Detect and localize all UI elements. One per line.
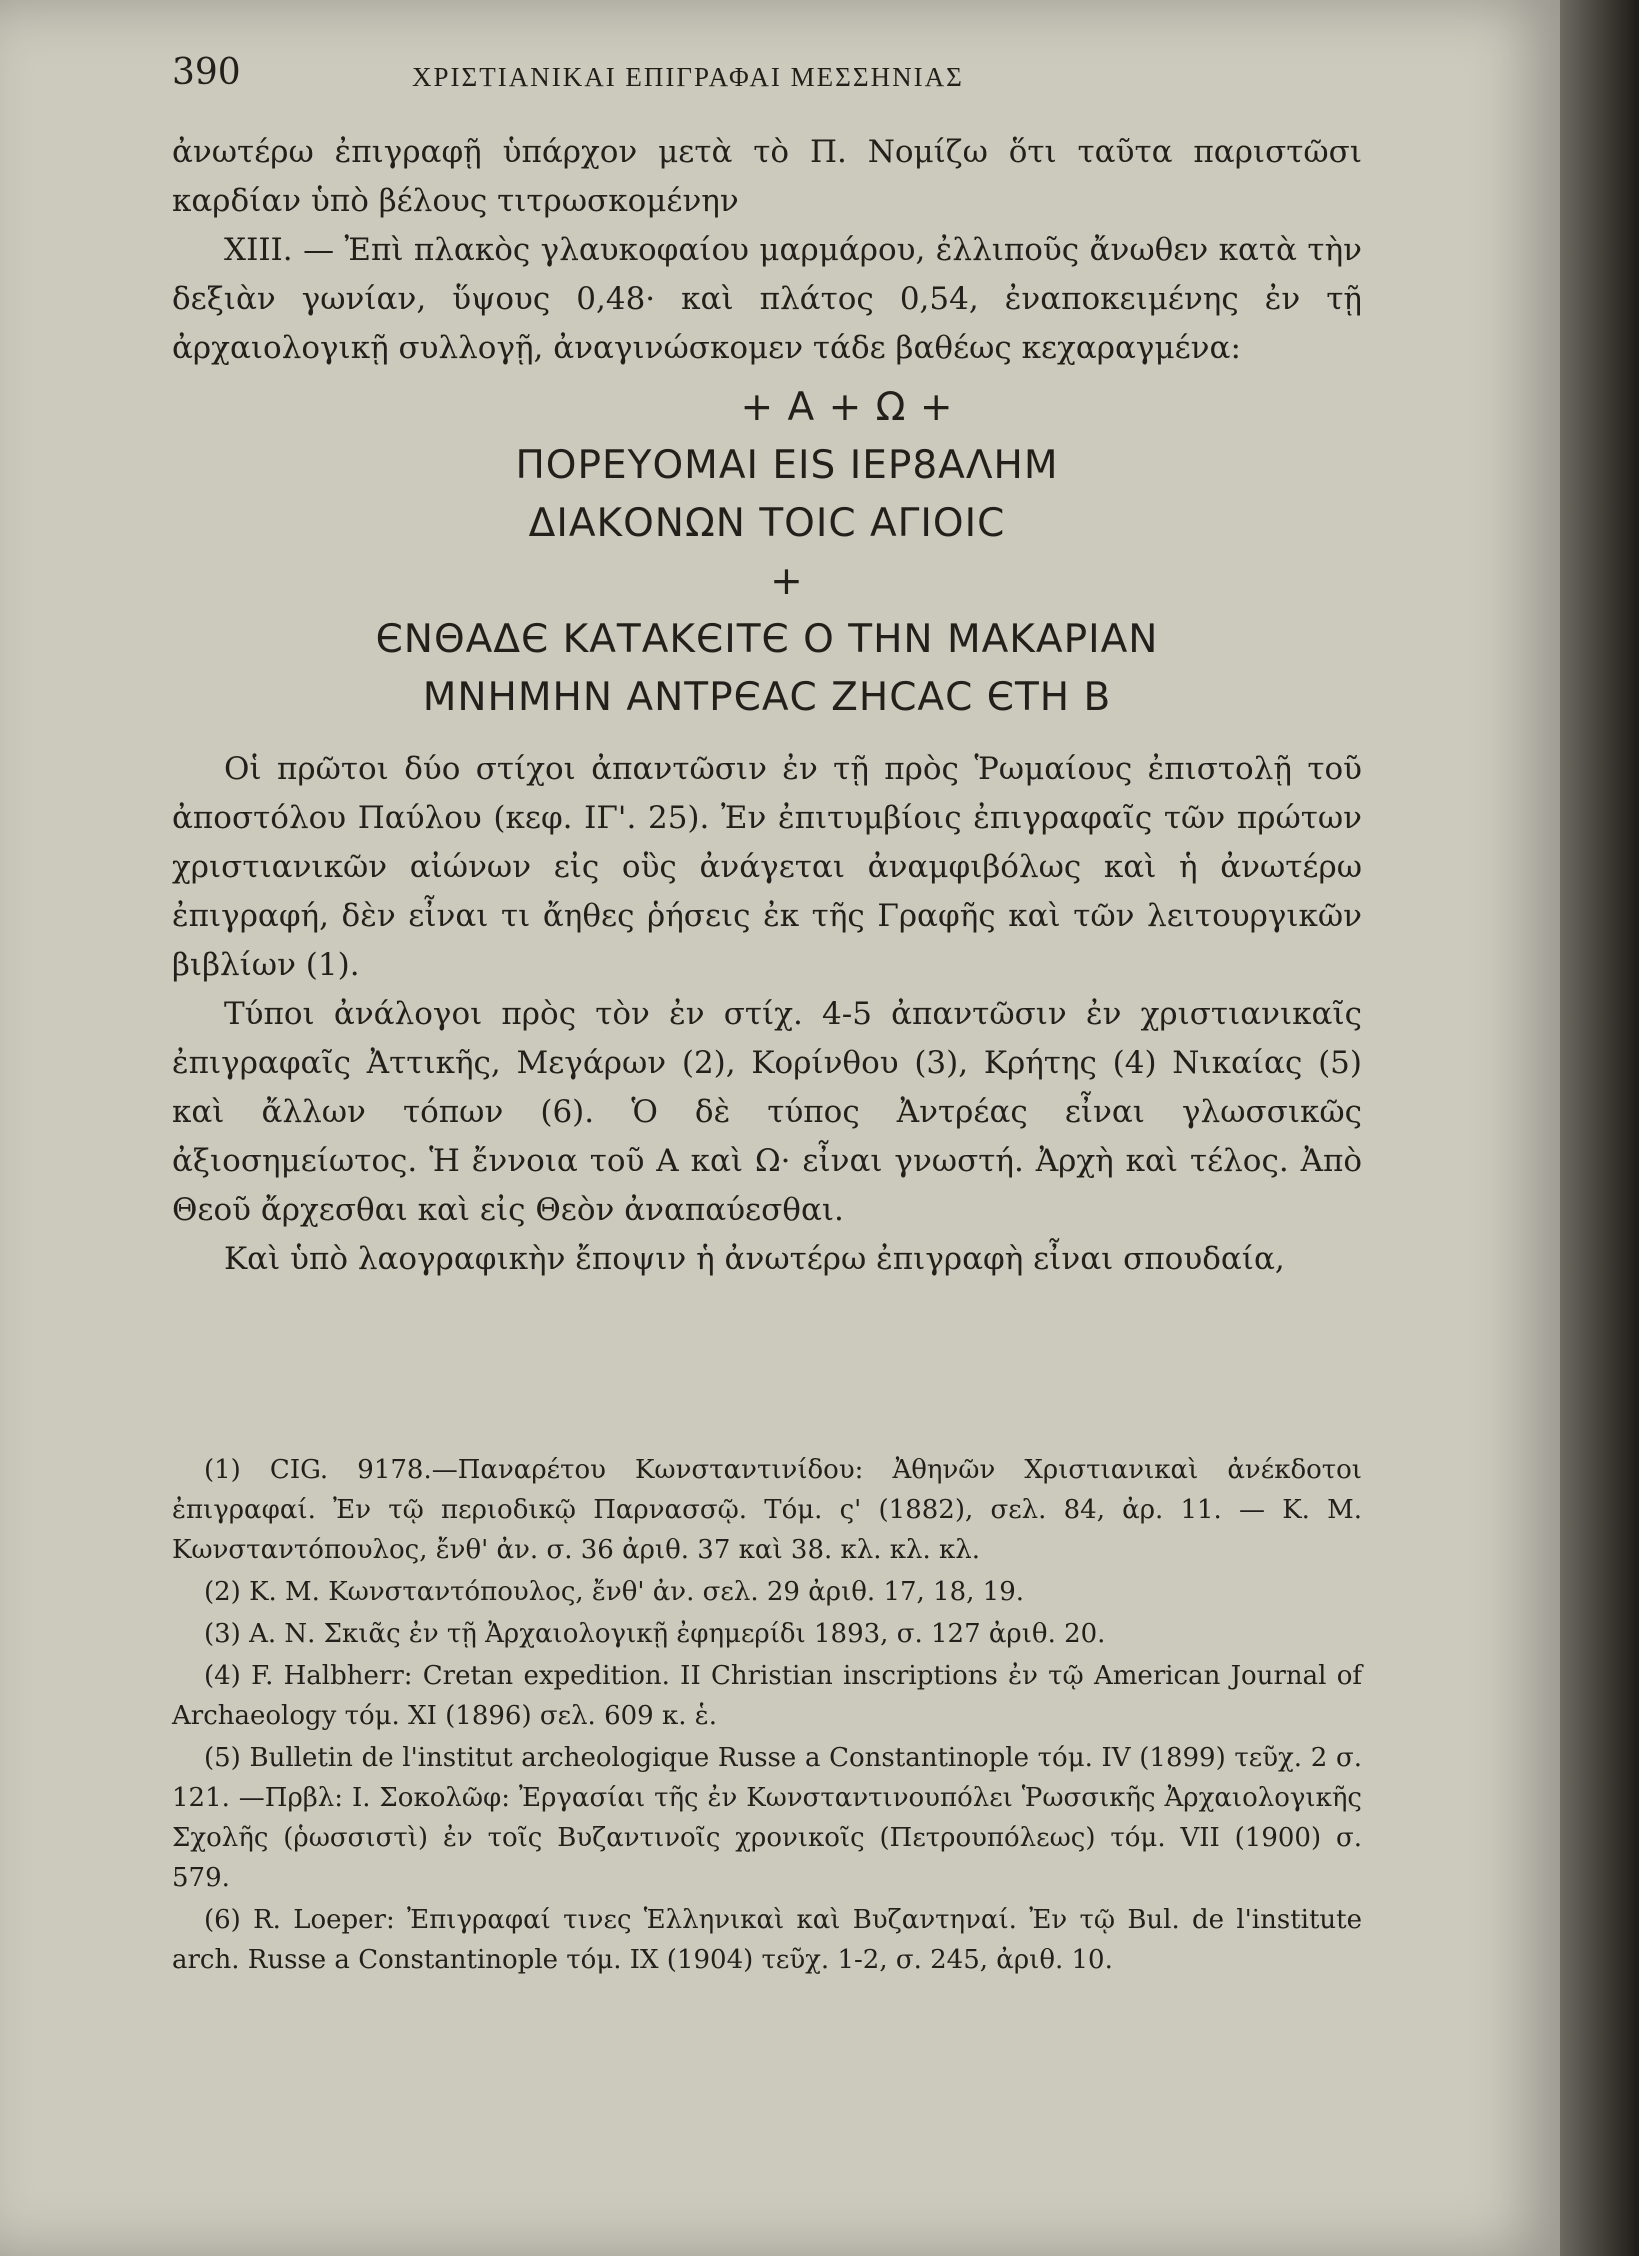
footnote: (4) F. Halbherr: Cretan expedition. II Christian inscriptions ἐν τῷ American Journal of Archaeology τόμ. XI (1896) σελ. 609 κ. ἑ. bbox=[172, 1661, 1362, 1731]
inscription-line: ΠΟΡΕΥΟΜΑΙ ΕΙS ΙΕΡ8ΑΛΗΜ bbox=[515, 443, 1059, 488]
inscription-block bbox=[172, 379, 1362, 727]
running-title: ΧΡΙΣΤΙΑΝΙΚΑΙ ΕΠΙΓΡΑΦΑΙ ΜΕΣΣΗΝΙΑΣ bbox=[412, 62, 964, 92]
main-text bbox=[172, 128, 1362, 1284]
footnote: (2) Κ. Μ. Κωνσταντόπουλος, ἔνθ' ἀν. σελ. 29 ἀριθ. 17, 18, 19. bbox=[204, 1577, 1025, 1607]
footnote: (6) R. Loeper: Ἐπιγραφαί τινες Ἑλληνικαὶ καὶ Βυζαντηναί. Ἐν τῷ Bul. de l'institute arch. Russe a Constantinople τόμ. IX (1904) τεῦχ. 1-2, σ. 245, ἀριθ. 10. bbox=[172, 1905, 1362, 1975]
page-header bbox=[172, 52, 1362, 98]
footnote: (1) CIG. 9178.—Παναρέτου Κωνσταντινίδου: Ἀθηνῶν Χριστιανικαὶ ἀνέκδοτοι ἐπιγραφαί. Ἐν τῷ περιοδικῷ Παρνασσῷ. Τόμ. ς' (1882), σελ. 84, ἀρ. 11. — Κ. Μ. Κωνσταντόπουλος, ἔνθ' ἀν. σ. 36 ἀριθ. 37 καὶ 38. κλ. κλ. κλ. bbox=[172, 1455, 1362, 1565]
page-number: 390 bbox=[172, 52, 241, 93]
paragraph: Καὶ ὑπὸ λαογραφικὴν ἔποψιν ἡ ἀνωτέρω ἐπιγραφὴ εἶναι σπουδαία, bbox=[224, 1241, 1285, 1277]
paragraph: ἀνωτέρω ἐπιγραφῇ ὑπάρχον μετὰ τὸ Π. Νομίζω ὅτι ταῦτα παριστῶσι καρδίαν ὑπὸ βέλους τιτρωσκομένην bbox=[172, 134, 1362, 219]
footnote: (3) Α. Ν. Σκιᾶς ἐν τῇ Ἀρχαιολογικῇ ἐφημερίδι 1893, σ. 127 ἀριθ. 20. bbox=[204, 1619, 1106, 1649]
inscription-line: ЄΝΘΑΔЄ ΚΑΤΑΚЄΙΤЄ Ο ΤΗΝ ΜΑΚΑΡΙΑΝ bbox=[375, 617, 1159, 662]
inscription-line: + bbox=[770, 559, 804, 604]
inscription-line: ΔΙΑΚΟΝΩΝ ΤΟΙC ΑΓΙΟΙC bbox=[528, 501, 1006, 546]
book-edge-shadow bbox=[1560, 0, 1639, 2256]
paragraph: XIII. — Ἐπὶ πλακὸς γλαυκοφαίου μαρμάρου, ἐλλιποῦς ἄνωθεν κατὰ τὴν δεξιὰν γωνίαν, ὕψους 0,48· καὶ πλάτος 0,54, ἐναποκειμένης ἐν τῇ ἀρχαιολογικῇ συλλογῇ, ἀναγινώσκομεν τάδε βαθέως κεχαραγμένα: bbox=[172, 232, 1362, 366]
paragraph: Οἱ πρῶτοι δύο στίχοι ἀπαντῶσιν ἐν τῇ πρὸς Ῥωμαίους ἐπιστολῇ τοῦ ἀποστόλου Παύλου (κεφ. ΙΓ'. 25). Ἐν ἐπιτυμβίοις ἐπιγραφαῖς τῶν πρώτων χριστιανικῶν αἰώνων εἰς οὓς ἀνάγεται ἀναμφιβόλως καὶ ἡ ἀνωτέρω ἐπιγραφή, δὲν εἶναι τι ἄηθες ῥήσεις ἐκ τῆς Γραφῆς καὶ τῶν λειτουργικῶν βιβλίων (1). bbox=[172, 751, 1362, 983]
footnote: (5) Bulletin de l'institut archeologique Russe a Constantinople τόμ. IV (1899) τεῦχ. 2 σ. 121. —Πρβλ: Ι. Σοκολῶφ: Ἐργασίαι τῆς ἐν Κωνσταντινουπόλει Ῥωσσικῆς Ἀρχαιολογικῆς Σχολῆς (ῥωσσιστὶ) ἐν τοῖς Βυζαντινοῖς χρονικοῖς (Πετρουπόλεως) τόμ. VII (1900) σ. 579. bbox=[172, 1743, 1362, 1893]
inscription-line: ΜΝΗΜΗΝ ΑΝΤΡЄΑC ΖΗCΑC ЄΤΗ Β bbox=[422, 675, 1112, 720]
footnotes bbox=[172, 1450, 1362, 1982]
paragraph: Τύποι ἀνάλογοι πρὸς τὸν ἐν στίχ. 4-5 ἀπαντῶσιν ἐν χριστιανικαῖς ἐπιγραφαῖς Ἀττικῆς, Μεγάρων (2), Κορίνθου (3), Κρήτης (4) Νικαίας (5) καὶ ἄλλων τόπων (6). Ὁ δὲ τύπος Ἀντρέας εἶναι γλωσσικῶς ἀξιοσημείωτος. Ἡ ἔννοια τοῦ Α καὶ Ω· εἶναι γνωστή. Ἀρχὴ καὶ τέλος. Ἀπὸ Θεοῦ ἄρχεσθαι καὶ εἰς Θεὸν ἀναπαύεσθαι. bbox=[172, 996, 1362, 1228]
inscription-line: + A + Ω + bbox=[740, 385, 954, 430]
